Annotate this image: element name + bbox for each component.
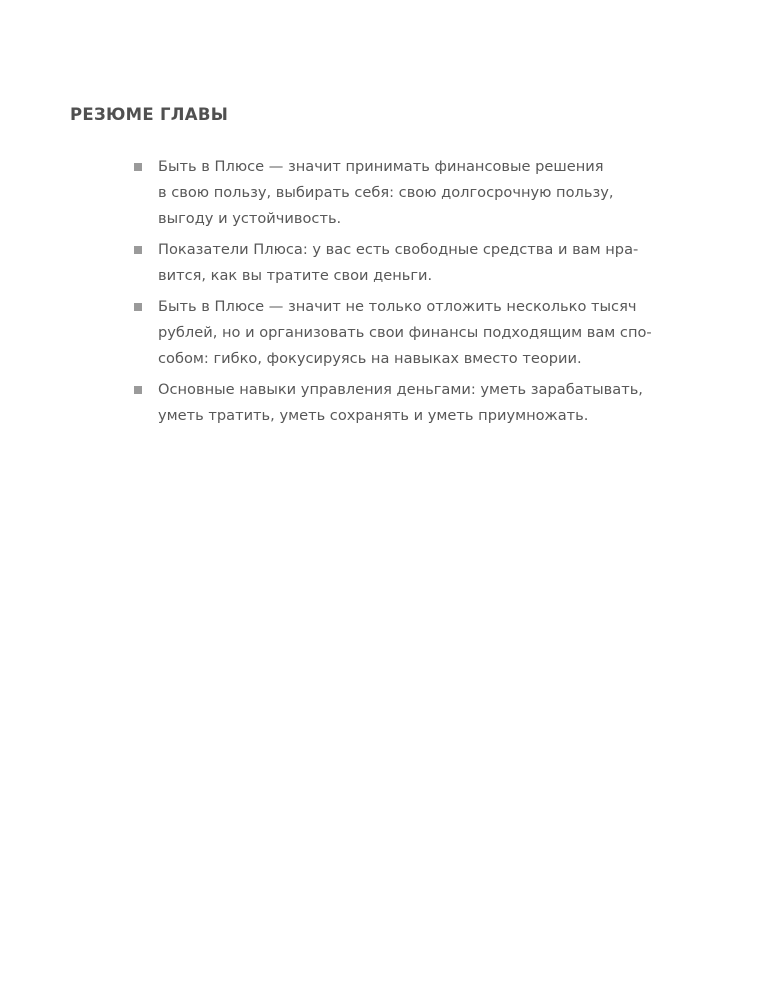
item-text-line: Быть в Плюсе — значит не только отложить несколько тысяч: [158, 298, 637, 315]
item-text-line: рублей, но и организовать свои финансы подходящим вам спо-: [158, 324, 652, 341]
item-text-line: Основные навыки управления деньгами: уметь зарабатывать,: [158, 381, 643, 398]
chapter-summary-heading: РЕЗЮМЕ ГЛАВЫ: [70, 105, 229, 124]
item-text-line: Показатели Плюса: у вас есть свободные средства и вам нра-: [158, 241, 639, 258]
item-text-line: уметь тратить, уметь сохранять и уметь приумножать.: [158, 407, 589, 424]
item-text-line: вится, как вы тратите свои деньги.: [158, 267, 433, 284]
square-bullet-icon: [134, 303, 142, 311]
list-item: [134, 294, 694, 372]
list-item: [134, 237, 694, 289]
summary-list: [134, 154, 694, 434]
item-text-line: в свою пользу, выбирать себя: свою долгосрочную пользу,: [158, 184, 614, 201]
square-bullet-icon: [134, 163, 142, 171]
square-bullet-icon: [134, 246, 142, 254]
square-bullet-icon: [134, 386, 142, 394]
item-text-line: Быть в Плюсе — значит принимать финансовые решения: [158, 158, 604, 175]
item-text-line: выгоду и устойчивость.: [158, 210, 342, 227]
list-item: [134, 154, 694, 232]
item-text-line: собом: гибко, фокусируясь на навыках вместо теории.: [158, 350, 582, 367]
list-item: [134, 377, 694, 429]
